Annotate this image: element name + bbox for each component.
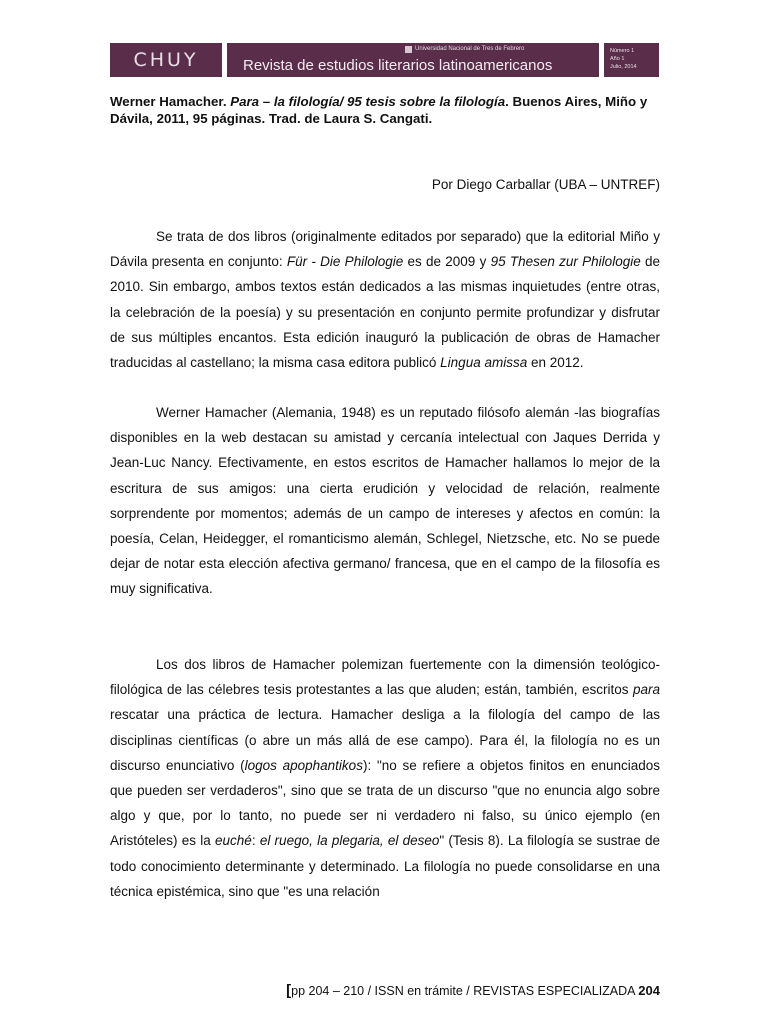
- body-paragraph: [110, 224, 660, 375]
- italic-text-run: Lingua amissa: [440, 355, 528, 371]
- text-run: :: [251, 833, 260, 849]
- journal-logo: CHUY: [133, 49, 199, 71]
- journal-title: Revista de estudios literarios latinoamericanos: [243, 57, 553, 74]
- book-citation: [110, 93, 660, 127]
- text-run: es de 2009 y: [403, 254, 491, 270]
- italic-text-run: el ruego, la plegaria, el deseo: [259, 833, 440, 849]
- text-run: Werner Hamacher.: [110, 94, 231, 109]
- issue-date: Julio, 2014: [610, 64, 637, 70]
- italic-text-run: para: [632, 682, 660, 698]
- page-footer: [110, 982, 660, 999]
- italic-text-run: Für - Die Philologie: [286, 254, 404, 270]
- review-author: Por Diego Carballar (UBA – UNTREF): [431, 177, 660, 192]
- body-paragraph: [110, 400, 660, 602]
- text-run: ): "no se refiere a objetos finitos en enunciados que pueden ser verdaderos", sino que se trata de un discurso "que no enuncia algo sobre algo y que, por lo tanto, no puede ser ni verdadero ni falso, su único ejemplo (en Aristóteles) es la: [110, 757, 660, 849]
- issue-year: Año 1: [610, 56, 625, 62]
- text-run: " (Tesis 8). La filología se sustrae de todo conocimiento determinante y determinado. La filología no puede consolidarse en una técnica epistémica, sino que "es una relación: [110, 833, 660, 899]
- body-paragraph: [110, 652, 660, 904]
- university-crest-icon: [405, 46, 412, 53]
- text-run: . Buenos Aires, Miño y Dávila, 2011, 95 páginas. Trad. de Laura S. Cangati.: [110, 94, 648, 126]
- footer-bracket: [: [286, 982, 292, 999]
- journal-header: [110, 43, 659, 77]
- text-run: Se trata de dos libros (originalmente editados por separado) que la editorial Miño y Dávila presenta en conjunto:: [110, 229, 660, 270]
- issue-number: Número 1: [610, 48, 635, 54]
- italic-text-run: logos apophantikos: [244, 757, 363, 773]
- text-run: en 2012.: [527, 355, 584, 371]
- footer-text: pp 204 – 210 / ISSN en trámite / REVISTAS ESPECIALIZADA: [291, 984, 639, 998]
- page-number: 204: [638, 983, 660, 998]
- university-name: Universidad Nacional de Tres de Febrero: [415, 46, 525, 52]
- text-run: Los dos libros de Hamacher polemizan fuertemente con la dimensión teológico-filológica de las célebres tesis protestantes a las que aluden; están, también, escritos: [110, 657, 660, 698]
- issue-info-box: [604, 43, 659, 77]
- text-run: Werner Hamacher (Alemania, 1948) es un reputado filósofo alemán -las biografías disponibles en la web destacan su amistad y cercanía intelectual con Jaques Derrida y Jean-Luc Nancy. Efectivamente, en estos escritos de Hamacher hallamos lo mejor de la escritura de sus amigos: una cierta erudición y velocidad de relación, realmente sorprendente por momentos; además de un campo de intereses y afectos en común: la poesía, Celan, Heidegger, el romanticismo alemán, Schlegel, Nietzsche, etc. No se puede dejar de notar esta elección afectiva germano/ francesa, que en el campo de la filosofía es muy significativa.: [110, 405, 660, 597]
- journal-title-box: [227, 43, 599, 77]
- italic-text-run: 95 Thesen zur Philologie: [490, 254, 641, 270]
- journal-logo-box: [110, 43, 222, 77]
- italic-text-run: euché: [215, 833, 252, 849]
- italic-text-run: Para – la filología/ 95 tesis sobre la filología: [230, 94, 506, 109]
- text-run: de 2010. Sin embargo, ambos textos están dedicados a las mismas inquietudes (entre otras, la celebración de la poesía) y su presentación en conjunto permite profundizar y disfrutar de sus múltiples encantos. Esta edición inauguró la publicación de obras de Hamacher traducidas al castellano; la misma casa editora publicó: [110, 254, 660, 371]
- text-run: rescatar una práctica de lectura. Hamacher desliga a la filología del campo de las disciplinas científicas (o abre un más allá de ese campo). Para él, la filología no es un discurso enunciativo (: [110, 707, 660, 773]
